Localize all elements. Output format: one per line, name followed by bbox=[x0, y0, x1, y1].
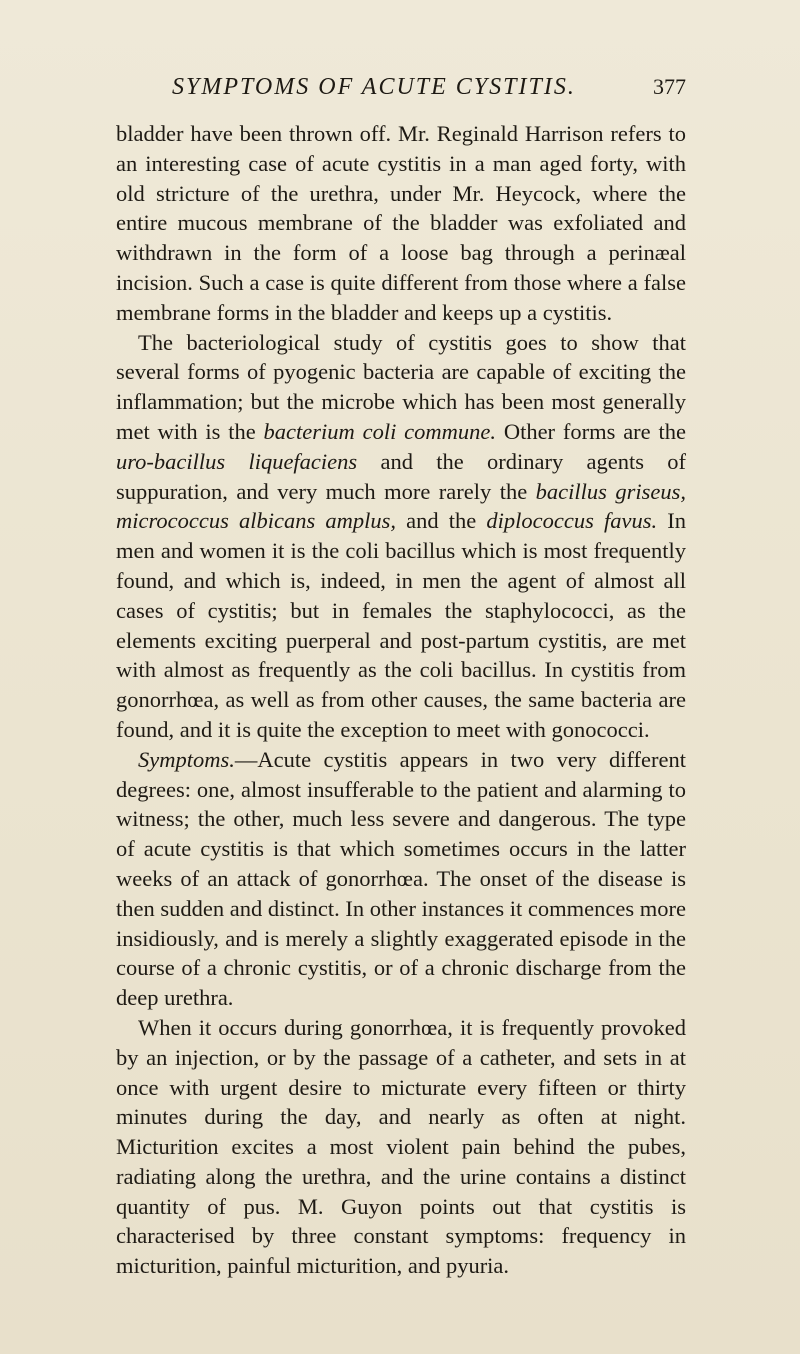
running-title: SYMPTOMS OF ACUTE CYSTITIS. bbox=[172, 74, 576, 100]
p2-text-d: and the bbox=[396, 508, 487, 534]
p2-text-a: The bacteriological study of cystitis goes to show that several forms of pyogenic bacteria are capable of exciting the inflammation; but the microbe which has been most generally met with is the bbox=[116, 329, 686, 444]
page-number: 377 bbox=[653, 74, 686, 99]
body-text bbox=[116, 119, 686, 1281]
p3-text: —Acute cystitis appears in two very different degrees: one, almost insufferable to the patient and alarming to witness; the other, much less severe and dangerous. The type of acute cystitis is that which sometimes occurs in the latter weeks of an attack of gonorrhœa. The onset of the disease is then sudden and distinct. In other instances it commences more insidiously, and is merely a slightly exaggerated episode in the course of a chronic cystitis, or of a chronic discharge from the deep urethra. bbox=[116, 746, 686, 1011]
paragraph-3 bbox=[116, 745, 686, 1013]
p2-text-b: Other forms are the bbox=[496, 418, 686, 444]
page-header bbox=[116, 74, 686, 104]
section-heading-symptoms: Symptoms. bbox=[138, 746, 235, 772]
p2-text-c: and the ordinary agents of suppuration, and very much more rarely the bbox=[116, 448, 686, 504]
p2-italic-a: bacterium coli commune. bbox=[263, 418, 496, 444]
p2-italic-c: bacillus griseus, micrococcus albicans amplus, bbox=[116, 478, 686, 534]
p2-italic-d: diplococcus favus. bbox=[486, 508, 658, 534]
p2-text-e: In men and women it is the coli bacillus which is most frequently found, and which is, indeed, in men the agent of almost all cases of cystitis; but in females the staphylococci, as the elements exciting puerperal and post-partum cystitis, are met with almost as frequently as the coli bacillus. In cystitis from gonorrhœa, as well as from other causes, the same bacteria are found, and it is quite the exception to meet with gonococci. bbox=[116, 508, 686, 742]
paragraph-4: When it occurs during gonorrhœa, it is frequently provoked by an injection, or by the passage of a catheter, and sets in at once with urgent desire to micturate every fifteen or thirty minutes during the day, and nearly as often at night. Micturition excites a most violent pain behind the pubes, radiating along the urethra, and the urine contains a distinct quantity of pus. M. Guyon points out that cystitis is characterised by three constant symptoms: frequency in micturition, painful micturition, and pyuria. bbox=[116, 1014, 686, 1279]
paragraph-1: bladder have been thrown off. Mr. Reginald Harrison refers to an interesting case of acute cystitis in a man aged forty, with old stricture of the urethra, under Mr. Heycock, where the entire mucous membrane of the bladder was exfoliated and withdrawn in the form of a loose bag through a perinæal incision. Such a case is quite different from those where a false membrane forms in the bladder and keeps up a cystitis. bbox=[116, 121, 686, 325]
p2-italic-b: uro-bacillus liquefaciens bbox=[116, 448, 358, 474]
paragraph-2 bbox=[116, 328, 686, 745]
